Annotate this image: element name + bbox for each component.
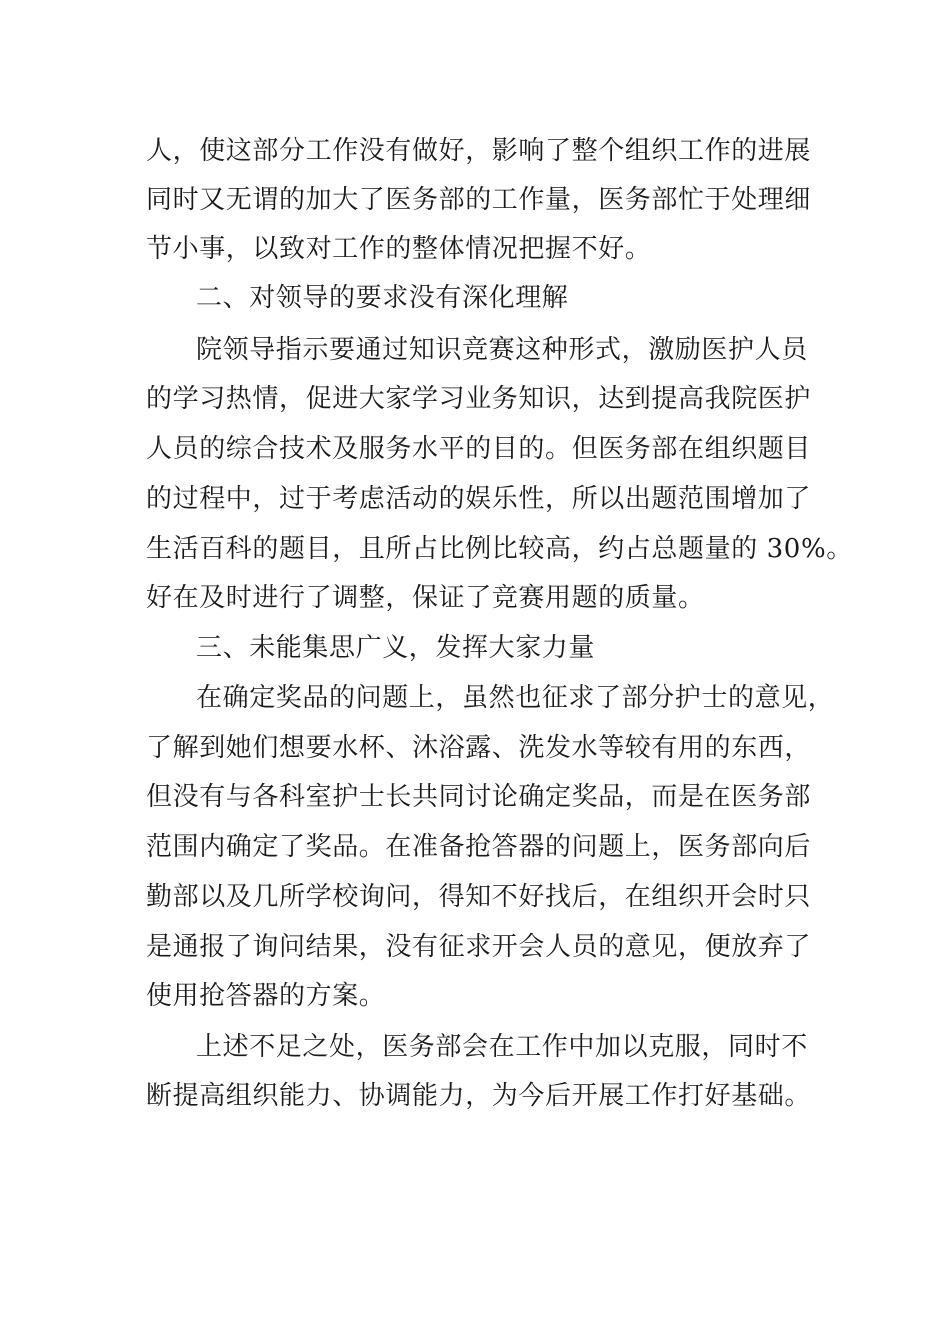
text-line: 节小事，以致对工作的整体情况把握不好。 — [146, 234, 652, 264]
text-line: 的过程中，过于考虑活动的娱乐性，所以出题范围增加了 — [146, 484, 812, 514]
section-heading: 二、对领导的要求没有深化理解 — [196, 283, 569, 313]
text-line: 但没有与各科室护士长共同讨论确定奖品，而是在医务部 — [146, 782, 812, 812]
text-line: 人，使这部分工作没有做好，影响了整个组织工作的进展 — [146, 136, 812, 166]
text-line: 使用抢答器的方案。 — [146, 981, 386, 1011]
text-line: 在确定奖品的问题上，虽然也征求了部分护士的意见， — [196, 683, 835, 713]
text-line: 人员的综合技术及服务水平的目的。但医务部在组织题目 — [146, 434, 812, 464]
text-line: 同时又无谓的加大了医务部的工作量，医务部忙于处理细 — [146, 185, 812, 215]
text-line: 上述不足之处，医务部会在工作中加以克服，同时不 — [196, 1032, 808, 1062]
text-line: 了解到她们想要水杯、沐浴露、洗发水等较有用的东西， — [146, 733, 812, 763]
text-line: 范围内确定了奖品。在准备抢答器的问题上，医务部向后 — [146, 832, 812, 862]
text-line: 院领导指示要通过知识竞赛这种形式，激励医护人员 — [196, 335, 808, 365]
text-line: 好在及时进行了调整，保证了竞赛用题的质量。 — [146, 583, 705, 613]
section-heading: 三、未能集思广义，发挥大家力量 — [196, 633, 596, 663]
text-line: 生活百科的题目，且所占比例比较高，约占总题量的 30%。 — [146, 534, 853, 564]
text-line: 的学习热情，促进大家学习业务知识，达到提高我院医护 — [146, 384, 812, 414]
text-line: 是通报了询问结果，没有征求开会人员的意见，便放弃了 — [146, 932, 812, 962]
text-line: 断提高组织能力、协调能力，为今后开展工作打好基础。 — [146, 1081, 812, 1111]
text-line: 勤部以及几所学校询问，得知不好找后，在组织开会时只 — [146, 882, 812, 912]
